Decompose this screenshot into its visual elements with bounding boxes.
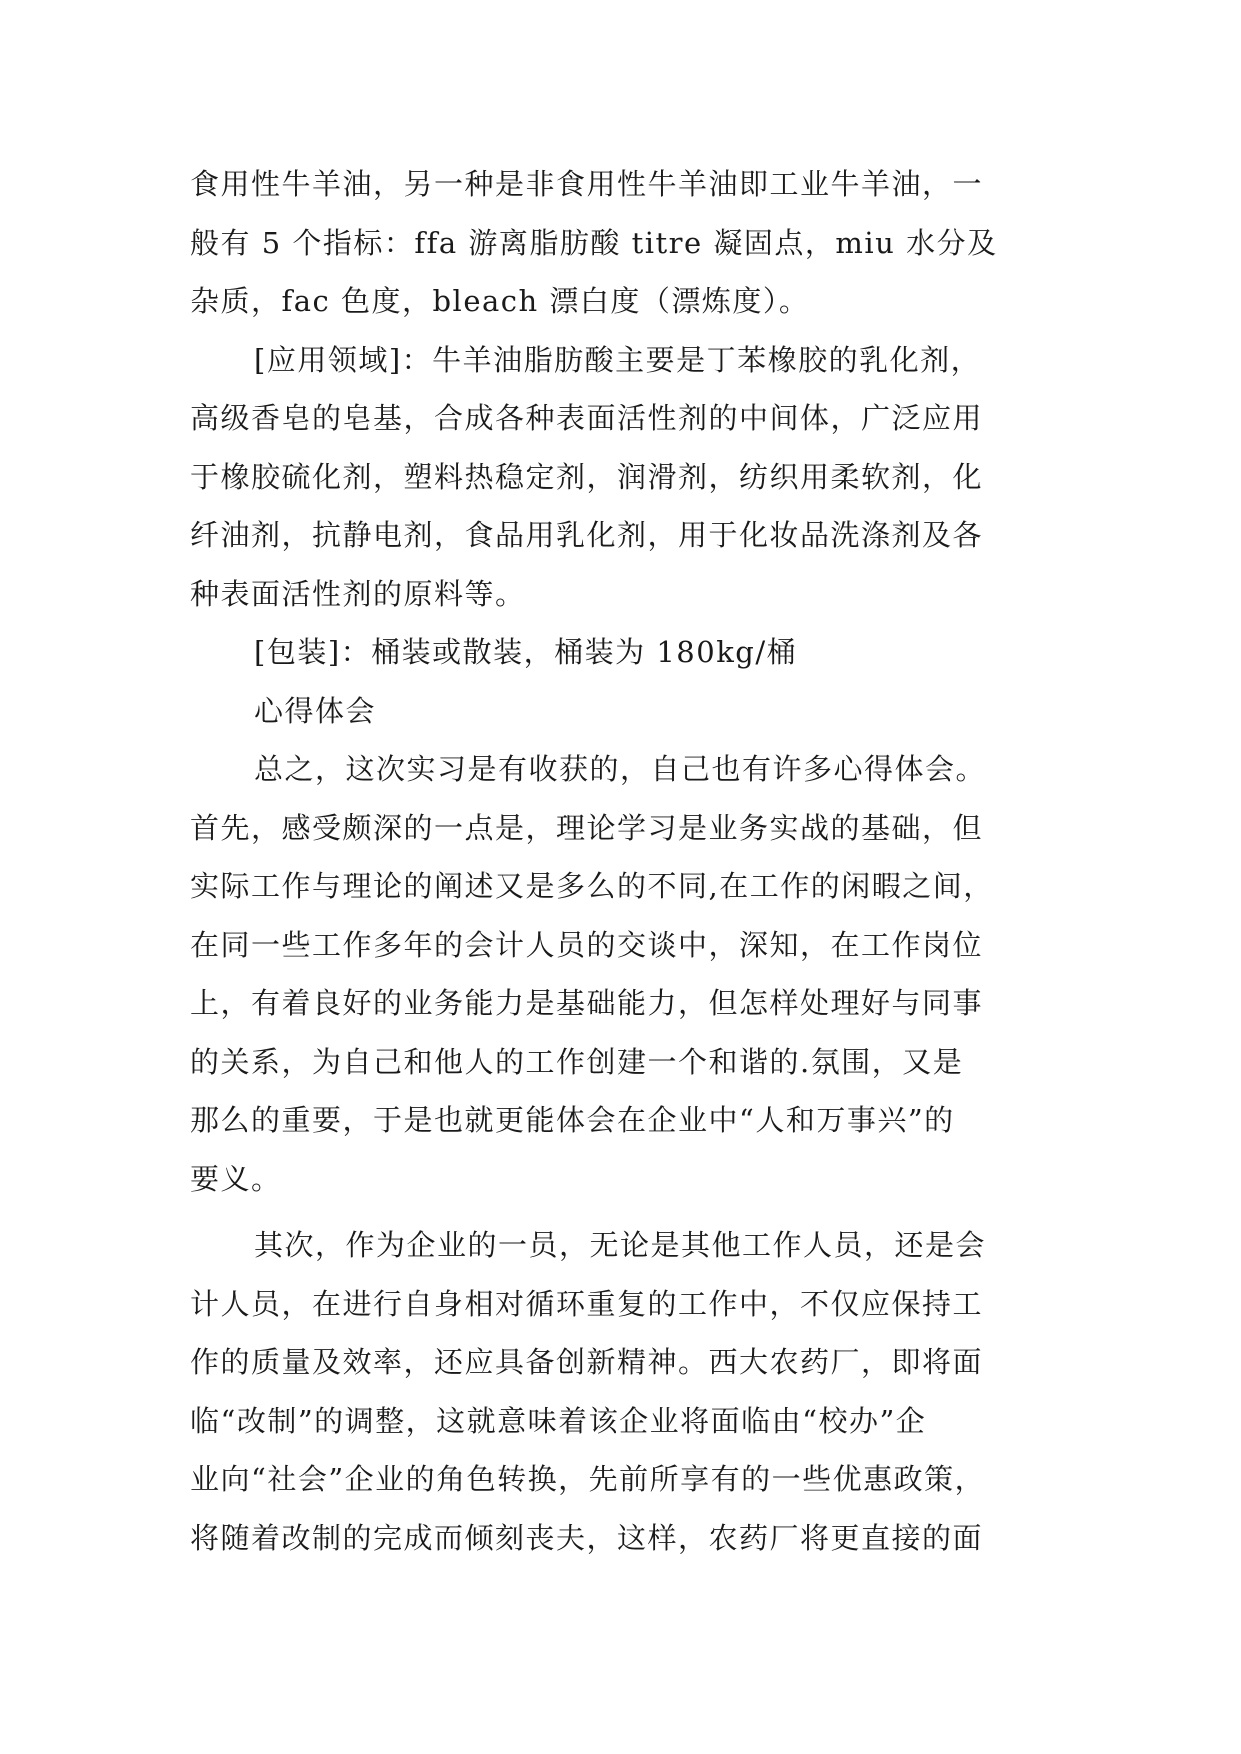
text-line: 的关系，为自己和他人的工作创建一个和谐的.氛围，又是 [190, 1044, 964, 1079]
document-body [190, 155, 1060, 1567]
text-line: 实际工作与理论的阐述又是多么的不同,在工作的闲暇之间， [190, 869, 994, 903]
text-line: 临“改制”的调整，这就意味着该企业将面临由“校办”企 [190, 1403, 927, 1438]
text-line: 般有 5 个指标：ffa 游离脂肪酸 titre 凝固点，miu 水分及 [190, 225, 998, 260]
text-line: 杂质，fac 色度，bleach 漂白度（漂炼度）。 [190, 284, 810, 318]
text-line: 在同一些工作多年的会计人员的交谈中，深知，在工作岗位 [190, 927, 984, 962]
paragraph-start: 其次，作为企业的一员，无论是其他工作人员，还是会 [254, 1228, 987, 1262]
text-line: 那么的重要，于是也就更能体会在企业中“人和万事兴”的 [190, 1103, 955, 1137]
text-line: 作的质量及效率，还应具备创新精神。西大农药厂，即将面 [190, 1345, 984, 1379]
text-line: 首先，感受颇深的一点是，理论学习是业务实战的基础，但 [190, 810, 984, 845]
text-line: 要义。 [190, 1161, 282, 1196]
packaging-line: [包装]：桶装或散装，桶装为 180kg/桶 [254, 635, 798, 669]
text-line: 食用性牛羊油，另一种是非食用性牛羊油即工业牛羊油，一 [190, 167, 984, 201]
text-line: 高级香皂的皂基，合成各种表面活性剂的中间体，广泛应用 [190, 401, 984, 435]
text-line: 上，有着良好的业务能力是基础能力，但怎样处理好与同事 [190, 986, 984, 1020]
section-heading: 心得体会 [254, 693, 377, 728]
text-line: 于橡胶硫化剂，塑料热稳定剂，润滑剂，纺织用柔软剂，化 [190, 459, 984, 494]
text-line: 纤油剂，抗静电剂，食品用乳化剂，用于化妆品洗涤剂及各 [190, 518, 984, 552]
text-line: 将随着改制的完成而倾刻丧夫，这样，农药厂将更直接的面 [190, 1520, 984, 1555]
text-line: 业向“社会”企业的角色转换，先前所享有的一些优惠政策， [190, 1462, 986, 1496]
paragraph-heading-application: [应用领域]：牛羊油脂肪酸主要是丁苯橡胶的乳化剂， [254, 342, 982, 377]
paragraph-start: 总之，这次实习是有收获的，自己也有许多心得体会。 [254, 752, 987, 786]
text-line: 种表面活性剂的原料等。 [190, 576, 526, 611]
text-line: 计人员，在进行自身相对循环重复的工作中，不仅应保持工 [190, 1286, 984, 1321]
